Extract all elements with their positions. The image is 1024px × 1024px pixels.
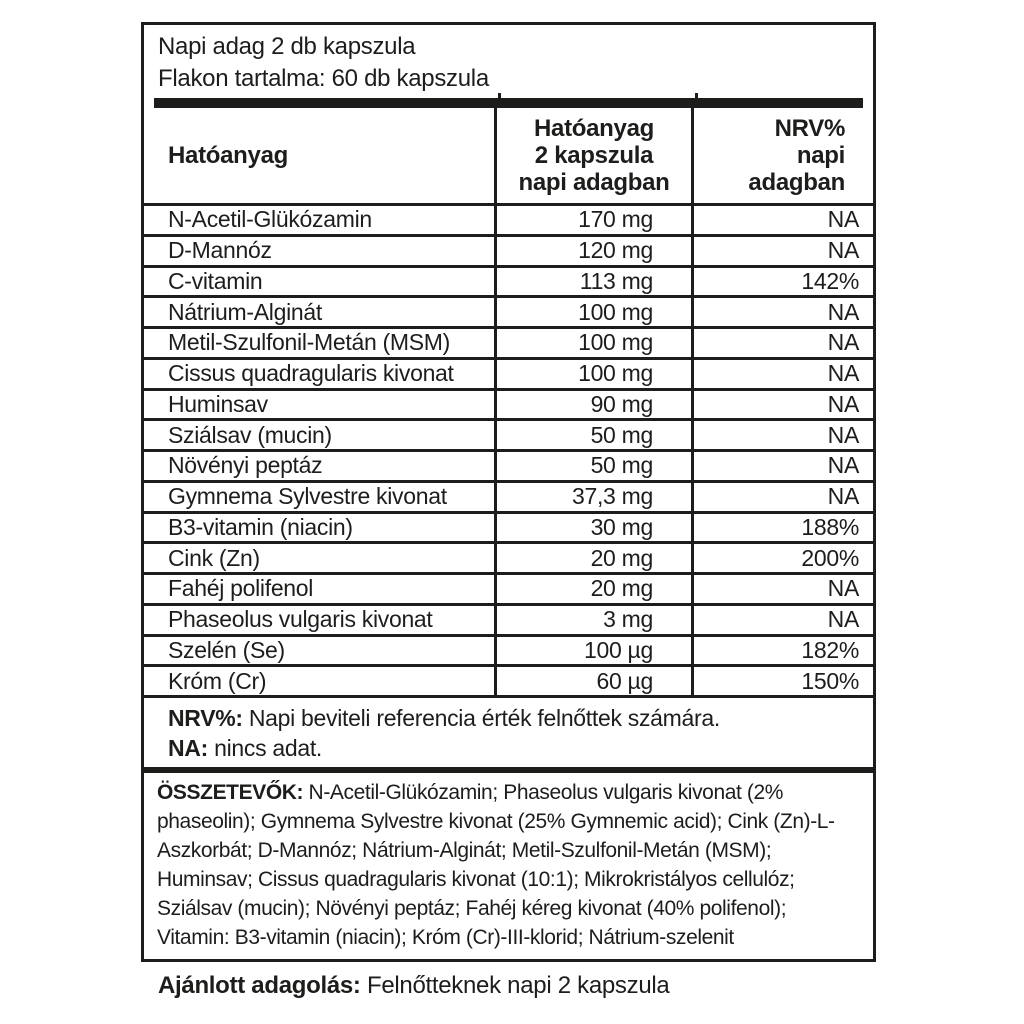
nrv-cell: NA xyxy=(694,452,873,483)
ingredient-name-cell: B3-vitamin (niacin) xyxy=(144,514,497,545)
na-footnote xyxy=(168,733,873,763)
recommended-dosage xyxy=(158,972,669,1000)
header-rule-bar xyxy=(154,98,863,108)
nrv-cell: NA xyxy=(694,421,873,452)
footnotes xyxy=(144,698,873,763)
ingredient-name-cell: Nátrium-Alginát xyxy=(144,298,497,329)
nrv-cell: 200% xyxy=(694,544,873,575)
ingredient-name-cell: D-Mannóz xyxy=(144,237,497,268)
amount-cell: 50 mg xyxy=(497,421,694,452)
amount-cell: 100 mg xyxy=(497,329,694,360)
nrv-cell: 150% xyxy=(694,667,873,698)
column-divider-tick xyxy=(498,93,501,108)
ingredients-list-label: ÖSSZETEVŐK: xyxy=(157,781,304,804)
amount-cell: 30 mg xyxy=(497,514,694,545)
header-line: NRV% xyxy=(774,115,845,142)
nrv-cell: NA xyxy=(694,237,873,268)
nrv-cell: NA xyxy=(694,606,873,637)
ingredient-name-cell: Metil-Szulfonil-Metán (MSM) xyxy=(144,329,497,360)
header-line: adagban xyxy=(748,169,845,196)
amount-cell: 100 mg xyxy=(497,298,694,329)
nrv-footnote-label: NRV%: xyxy=(168,705,243,731)
nrv-cell: NA xyxy=(694,391,873,422)
recommended-dosage-text: Felnőtteknek napi 2 kapszula xyxy=(360,972,670,999)
header-line: napi adagban xyxy=(518,169,670,196)
nrv-cell: 182% xyxy=(694,637,873,668)
nrv-footnote-text: Napi beviteli referencia érték felnőttek számára. xyxy=(242,705,720,731)
amount-cell: 113 mg xyxy=(497,268,694,299)
supplement-facts-box xyxy=(141,22,876,962)
ingredients-table xyxy=(144,108,873,698)
amount-cell: 20 mg xyxy=(497,544,694,575)
nrv-cell: NA xyxy=(694,329,873,360)
ingredient-name-cell: Cissus quadragularis kivonat xyxy=(144,360,497,391)
ingredient-name-cell: N-Acetil-Glükózamin xyxy=(144,206,497,237)
nrv-cell: NA xyxy=(694,575,873,606)
ingredient-name-cell: Szelén (Se) xyxy=(144,637,497,668)
serving-info xyxy=(144,25,873,95)
column-divider-tick xyxy=(695,93,698,108)
column-header-amount xyxy=(497,108,694,206)
nrv-cell: NA xyxy=(694,483,873,514)
column-header-nrv xyxy=(694,108,873,206)
amount-cell: 37,3 mg xyxy=(497,483,694,514)
header-line: Hatóanyag xyxy=(534,115,654,142)
amount-cell: 90 mg xyxy=(497,391,694,422)
amount-cell: 120 mg xyxy=(497,237,694,268)
amount-cell: 20 mg xyxy=(497,575,694,606)
ingredient-name-cell: Gymnema Sylvestre kivonat xyxy=(144,483,497,514)
nrv-cell: NA xyxy=(694,360,873,391)
ingredient-name-cell: Króm (Cr) xyxy=(144,667,497,698)
na-footnote-text: nincs adat. xyxy=(207,735,323,761)
ingredient-name-cell: Fahéj polifenol xyxy=(144,575,497,606)
nrv-cell: NA xyxy=(694,298,873,329)
recommended-dosage-label: Ajánlott adagolás: xyxy=(158,972,361,999)
column-header-ingredient: Hatóanyag xyxy=(144,108,497,206)
ingredient-name-cell: Cink (Zn) xyxy=(144,544,497,575)
ingredient-name-cell: Növényi peptáz xyxy=(144,452,497,483)
header-line: napi xyxy=(796,142,845,169)
amount-cell: 100 mg xyxy=(497,360,694,391)
ingredients-list-text: N-Acetil-Glükózamin; Phaseolus vulgaris kivonat (2% phaseolin); Gymnema Sylvestre kivonat (25% Gymnemic acid); Cink (Zn)-L-Aszkorbát; D-Mannóz; Nátrium-Alginát; Metil-Szulfonil-Metán (MSM); Huminsav; Cissus quadragularis kivonat (10:1); Mikrokristályos cellulóz; Sziálsav (mucin); Növényi peptáz; Fahéj kéreg kivonat (40% polifenol); Vitamin: B3-vitamin (niacin); Króm (Cr)-III-klorid; Nátrium-szelenit xyxy=(157,781,835,949)
ingredient-name-cell: Sziálsav (mucin) xyxy=(144,421,497,452)
ingredient-name-cell: C-vitamin xyxy=(144,268,497,299)
nrv-cell: 188% xyxy=(694,514,873,545)
amount-cell: 3 mg xyxy=(497,606,694,637)
amount-cell: 100 µg xyxy=(497,637,694,668)
nrv-cell: 142% xyxy=(694,268,873,299)
serving-size-line: Napi adag 2 db kapszula xyxy=(158,33,416,60)
container-content-line: Flakon tartalma: 60 db kapszula xyxy=(158,65,489,92)
na-footnote-label: NA: xyxy=(168,735,208,761)
ingredient-name-cell: Phaseolus vulgaris kivonat xyxy=(144,606,497,637)
ingredients-list xyxy=(144,773,873,952)
nrv-footnote xyxy=(168,703,873,733)
amount-cell: 170 mg xyxy=(497,206,694,237)
ingredient-name-cell: Huminsav xyxy=(144,391,497,422)
header-line: 2 kapszula xyxy=(534,142,654,169)
amount-cell: 60 µg xyxy=(497,667,694,698)
amount-cell: 50 mg xyxy=(497,452,694,483)
nrv-cell: NA xyxy=(694,206,873,237)
